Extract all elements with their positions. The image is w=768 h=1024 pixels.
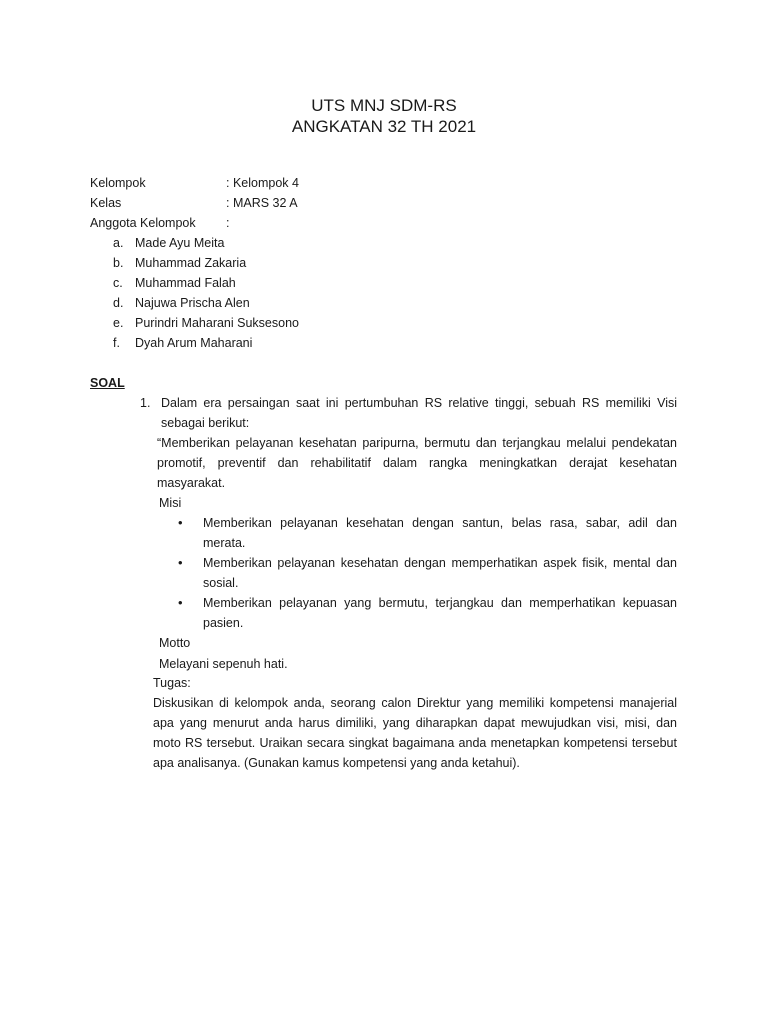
member-letter: d. [113,296,124,310]
member-name: Purindri Maharani Suksesono [135,316,299,330]
kelas-value: : MARS 32 A [226,196,298,210]
anggota-value: : [226,216,230,230]
document-subtitle: ANGKATAN 32 TH 2021 [291,117,477,136]
question-intro-line1: Dalam era persaingan saat ini pertumbuhan RS relative tinggi, sebuah RS memiliki Visi [161,396,677,410]
misi-item: Memberikan pelayanan kesehatan dengan santun, belas rasa, sabar, adil dan merata. [203,516,677,550]
bullet-icon: • [178,515,183,530]
member-name: Muhammad Zakaria [135,256,247,270]
kelompok-value: : Kelompok 4 [226,176,299,190]
member-letter: e. [113,316,124,330]
kelas-label: Kelas [90,196,122,210]
anggota-label: Anggota Kelompok [90,216,196,230]
misi-label: Misi [159,496,182,510]
kelompok-label: Kelompok [90,176,146,190]
question-number: 1. [140,396,151,410]
misi-item: Memberikan pelayanan yang bermutu, terjangkau dan memperhatikan kepuasan pasien. [203,596,677,630]
misi-item: Memberikan pelayanan kesehatan dengan memperhatikan aspek fisik, mental dan sosial. [203,556,677,590]
member-letter: c. [113,276,123,290]
bullet-icon: • [178,555,183,570]
member-name: Najuwa Prischa Alen [135,296,250,310]
tugas-text: Diskusikan di kelompok anda, seorang calon Direktur yang memiliki kompetensi manajerial apa yang menurut anda harus dimiliki, yang diharapkan dapat mewujudkan visi, misi, dan moto RS tersebut. Uraikan secara singkat bagaimana anda menetapkan kompetensi tersebut apa analisanya. (Gunakan kamus kompetensi yang anda ketahui). [153,696,677,770]
document-title: UTS MNJ SDM-RS [311,96,457,115]
tugas-label: Tugas: [153,676,191,690]
visi-text: “Memberikan pelayanan kesehatan paripurna, bermutu dan terjangkau melalui pendekatan promotif, preventif dan rehabilitatif dalam rangka meningkatkan derajat kesehatan masyarakat. [157,436,677,490]
bullet-icon: • [178,595,183,610]
member-name: Muhammad Falah [135,276,236,290]
member-name: Made Ayu Meita [135,236,225,250]
soal-heading: SOAL [90,376,125,390]
member-letter: f. [113,336,120,350]
member-letter: a. [113,236,124,250]
motto-label: Motto [159,636,191,650]
motto-text: Melayani sepenuh hati. [159,657,288,671]
member-name: Dyah Arum Maharani [135,336,253,350]
member-letter: b. [113,256,124,270]
question-intro-line2: sebagai berikut: [161,416,250,430]
